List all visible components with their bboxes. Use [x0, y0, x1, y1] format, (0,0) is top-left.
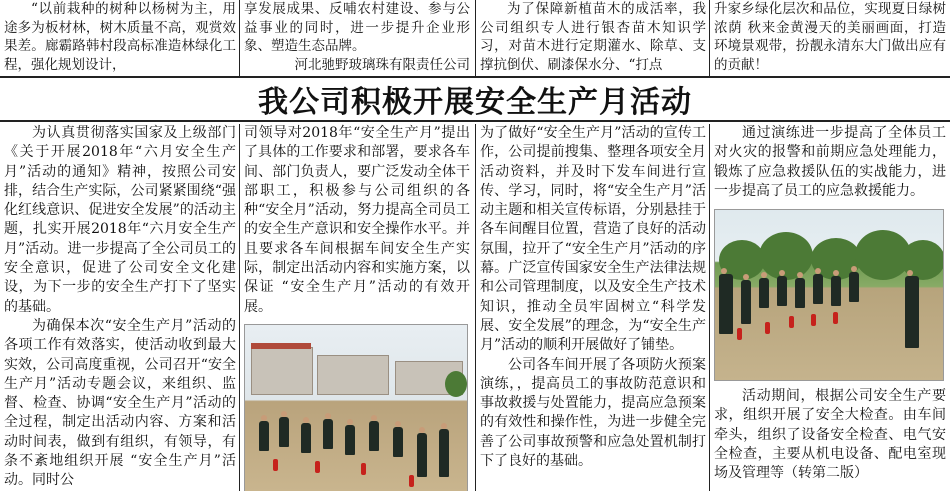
column-divider	[475, 124, 476, 491]
article-paragraph: 为确保本次“安全生产月”活动的各项工作有效落实，使活动收到最大实效，公司高度重视，公司召开“安全生产月”活动专题会议，来组织、监督、检查、协调“安全生产月”活动的全过程，制定出活动内容、方案和活动时间表，做到有组织，有领导，有条不紊地组织开展 “安全生产月”活动。同时公	[4, 317, 236, 489]
headline-band	[0, 78, 950, 122]
safety-drill-photo-1	[244, 324, 468, 491]
article-column-3	[480, 124, 706, 491]
previous-article-column-4	[714, 0, 946, 76]
previous-article-column-3	[480, 0, 706, 76]
column-divider	[239, 0, 240, 76]
article-column-1	[4, 124, 236, 491]
safety-drill-photo-2	[714, 209, 944, 381]
column-divider	[475, 0, 476, 76]
article-column-2	[244, 124, 470, 491]
column-divider	[709, 0, 710, 76]
previous-article-column-1	[4, 0, 236, 76]
previous-article-text: 升家乡绿化层次和品位，实现夏日绿树浓荫 秋来金黄漫天的美丽画面，打造环境景观带，扮靓永清东大门做出应有的贡献！	[714, 1, 946, 73]
article-paragraph: 通过演练进一步提高了全体员工对火灾的报警和前期应急处理能力，锻炼了应急救援队伍的实战能力，进一步提高了员工的应急救援能力。	[714, 125, 946, 199]
previous-article-section	[0, 0, 950, 78]
article-column-4	[714, 124, 946, 491]
previous-article-text: 享发展成果、反哺农村建设、参与公益事业的同时，进一步提升企业形象、塑造生态品牌。	[244, 1, 470, 54]
article-headline: 我公司积极开展安全生产月活动	[258, 85, 692, 120]
previous-article-text: 为了保障新植苗木的成活率，我公司组织专人进行银杏苗木知识学习，对苗木进行定期灌水、除草、支撑抗倒伏、刷漆保水分、“打点	[480, 1, 706, 73]
company-credit: 河北驰野玻璃珠有限责任公司	[294, 56, 470, 73]
previous-article-text: “以前栽种的树种以杨树为主，用途多为板材林，树木质量不高，观赏效果差。廊霸路韩村段高标准造林绿化工程，强化规划设计，	[4, 1, 236, 73]
article-paragraph: 为了做好“安全生产月”活动的宣传工作，公司提前搜集、整理各项安全月活动资料，并及时下发车间进行宣传、学习，同时，将“安全生产月”活动主题和相关宣传标语，分别悬挂于各车间醒目位置，营造了良好的活动氛围，拉开了“安全生产月”活动的序幕。广泛宣传国家安全生产法律法规和公司管理制度，以及安全生产技术知识，推动全员牢固树立“科学发展、安全发展”的理念，为“安全生产月”活动的顺利开展做好了铺垫。	[480, 125, 706, 354]
article-paragraph: 司领导对2018年“安全生产月”提出了具体的工作要求和部署，要求各车间、部门负责人，要广泛发动全体干部职工，积极参与公司组织的各种“安全月”活动，努力提高全司员工的安全生产意识和安全操作水平。并且要求各车间根据车间安全生产实际，制定出活动内容和实施方案，以保证 “安全生产月”活动的有效开展。	[244, 125, 470, 315]
previous-article-column-2	[244, 0, 470, 76]
column-divider	[709, 124, 710, 491]
article-paragraph: 活动期间，根据公司安全生产要求，组织开展了安全大检查。由车间牵头，组织了设备安全检查、电气安全检查，主要从机电设备、配电室现场及管理等（转第二版）	[714, 388, 946, 482]
article-paragraph: 公司各车间开展了各项防火预案演练，，提高员工的事故防范意识和事故救援与处置能力，提高应急预案的有效性和操作性，为进一步健全完善了公司事故预警和应急处置机制打下了良好的基础。	[480, 356, 706, 470]
article-paragraph: 为认真贯彻落实国家及上级部门《关于开展2018年“六月安全生产月”活动的通知》精神，按照公司安排，结合生产实际，公司紧紧围绕“强化红线意识、促进安全发展”的活动主题，扎实开展2018年“六月安全生产月”活动。进一步提高了全公司员工的安全意识，促进了公司安全文化建设，为下一步的安全生产打下了坚实的基础。	[4, 125, 236, 315]
column-divider	[239, 124, 240, 491]
